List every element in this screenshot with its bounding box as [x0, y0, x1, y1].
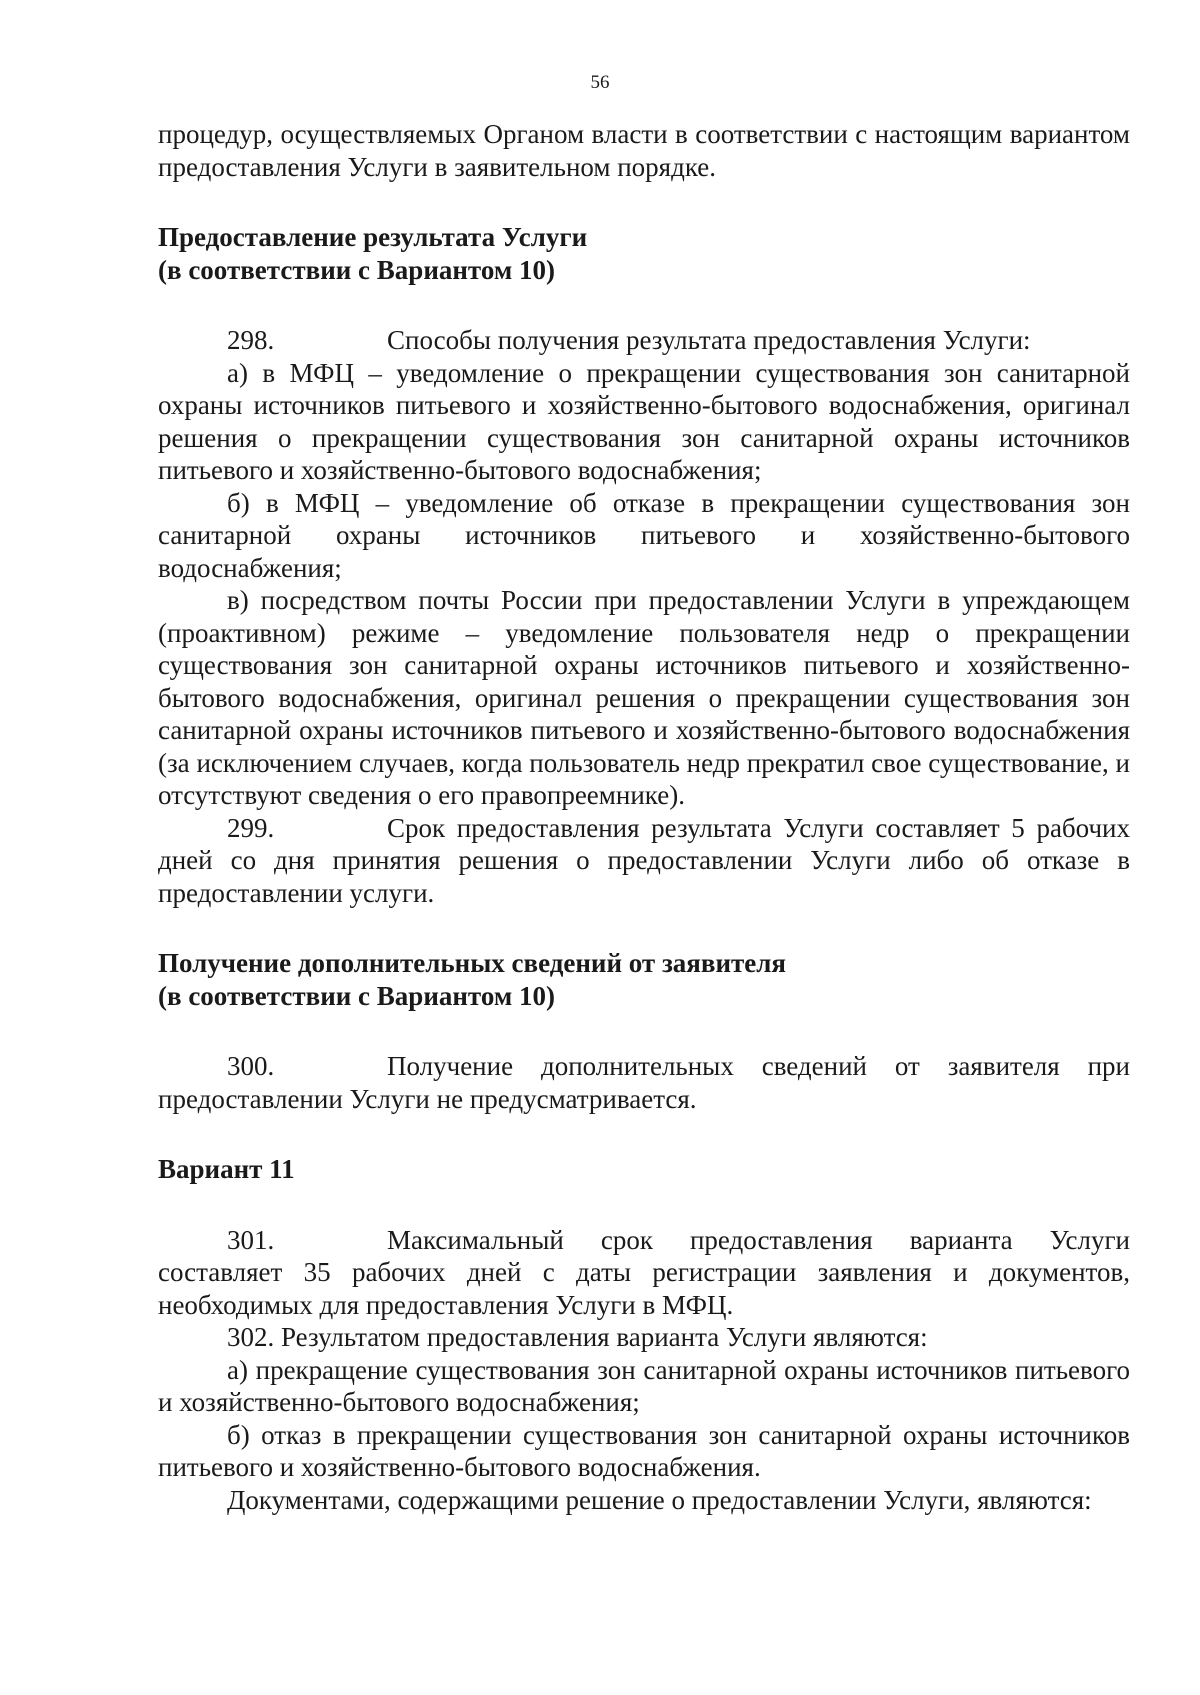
- paragraph-301-text: Максимальный срок предоставления варианта Услуги составляет 35 рабочих дней с даты регистрации заявления и документов, необходимых для предоставления Услуги в МФЦ.: [158, 1224, 1130, 1320]
- section-heading-additional-info-line2: (в соответствии с Вариантом 10): [158, 980, 555, 1011]
- paragraph-number-300: 300.: [227, 1051, 275, 1081]
- section-heading-result: [158, 221, 1130, 286]
- paragraph-299-text: Срок предоставления результата Услуги составляет 5 рабочих дней со дня принятия решения о предоставлении Услуги либо об отказе в предоставлении услуги.: [158, 812, 1130, 908]
- section-heading-result-line1: Предоставление результата Услуги: [158, 222, 588, 252]
- section-heading-variant-11: Вариант 11: [158, 1154, 295, 1184]
- paragraph-299: [158, 812, 1130, 910]
- paragraph-intro: процедур, осуществляемых Органом власти в соответствии с настоящим вариантом предоставления Услуги в заявительном порядке.: [158, 119, 1130, 182]
- paragraph-number-301: 301.: [227, 1224, 275, 1255]
- paragraph-302: 302. Результатом предоставления варианта Услуги являются:: [227, 1322, 928, 1352]
- document-body: [158, 118, 1130, 1516]
- paragraph-298-a: а) в МФЦ – уведомление о прекращении существования зон санитарной охраны источников питьевого и хозяйственно-бытового водоснабжения, оригинал решения о прекращении существования зон санитарной охраны источников питьевого и хозяйственно-бытового водоснабжения;: [158, 357, 1130, 485]
- paragraph-298-text: Способы получения результата предоставления Услуги:: [387, 325, 1031, 355]
- page-number: 56: [590, 72, 610, 93]
- paragraph-298-b: б) в МФЦ – уведомление об отказе в прекращении существования зон санитарной охраны источников питьевого и хозяйственно-бытового водоснабжения;: [158, 487, 1130, 583]
- paragraph-302-a: а) прекращение существования зон санитарной охраны источников питьевого и хозяйственно-бытового водоснабжения;: [158, 1354, 1130, 1417]
- paragraph-documents: Документами, содержащими решение о предоставлении Услуги, являются:: [227, 1484, 1092, 1515]
- paragraph-302-b: б) отказ в прекращении существования зон санитарной охраны источников питьевого и хозяйственно-бытового водоснабжения.: [158, 1419, 1130, 1482]
- paragraph-300-text: Получение дополнительных сведений от заявителя при предоставлении Услуги не предусматривается.: [158, 1051, 1130, 1114]
- paragraph-number-299: 299.: [227, 812, 275, 843]
- paragraph-300: [158, 1050, 1130, 1115]
- section-heading-additional-info: [158, 947, 1130, 1012]
- paragraph-number-298: 298.: [227, 325, 275, 355]
- paragraph-298-v: в) посредством почты России при предоставлении Услуги в упреждающем (проактивном) режиме – уведомление пользователя недр о прекращении существования зон санитарной охраны источников питьевого и хозяйственно-бытового водоснабжения, оригинал решения о прекращении существования зон санитарной охраны источников питьевого и хозяйственно-бытового водоснабжения (за исключением случаев, когда пользователь недр прекратил свое существование, и отсутствуют сведения о его правопреемнике).: [158, 585, 1130, 810]
- paragraph-298: [158, 324, 1130, 357]
- paragraph-301: [158, 1224, 1130, 1322]
- section-heading-result-line2: (в соответствии с Вариантом 10): [158, 254, 555, 285]
- section-heading-additional-info-line1: Получение дополнительных сведений от заявителя: [158, 948, 787, 978]
